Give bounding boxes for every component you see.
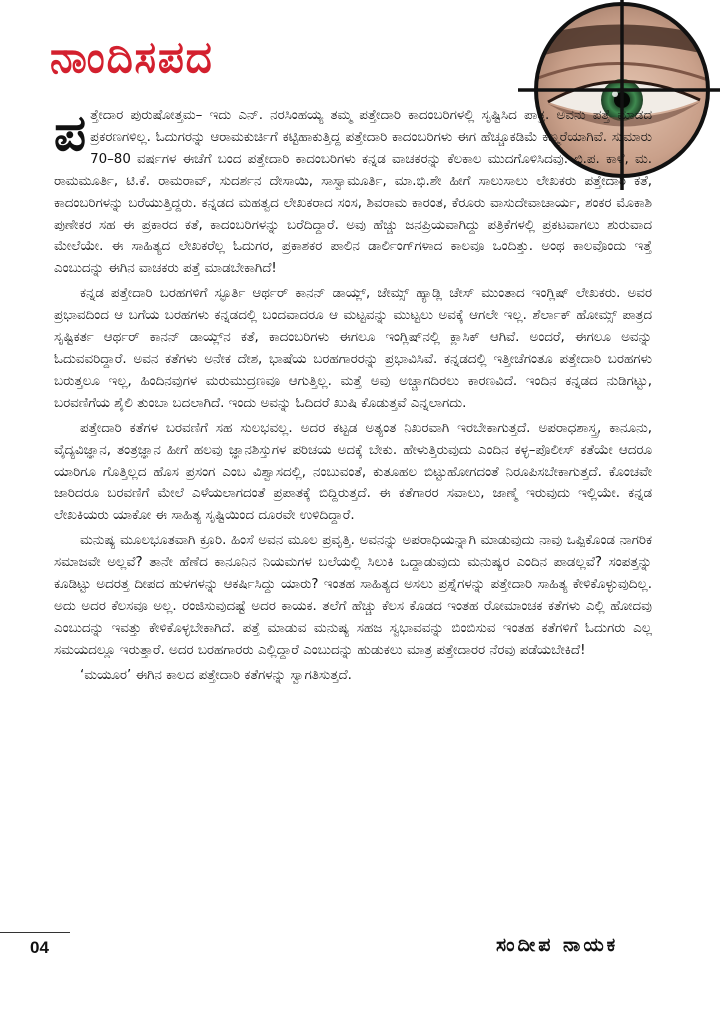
page-title: ನಾಂದಿಸಪದ xyxy=(50,32,214,83)
paragraph-text: ತ್ತೇದಾರ ಪುರುಷೋತ್ತಮ– ಇದು ಎನ್. ನರಸಿಂಹಯ್ಯ ತಮ್ಮ ಪತ್ತೇದಾರಿ ಕಾದಂಬರಿಗಳಲ್ಲಿ ಸೃಷ್ಟಿಸಿದ ಪಾತ್ರ. ಅವನು ಪತ್ತೆ ಮಾಡದ ಪ್ರಕರಣಗಳಿಲ್ಲ. ಓದುಗರನ್ನು ಆರಾಮಕುರ್ಚಿಗೆ ಕಟ್ಟಿಹಾಕುತ್ತಿದ್ದ ಪತ್ತೇದಾರಿ ಕಾದಂಬರಿಗಳು ಈಗ ಹೆಚ್ಚೂಕಡಿಮೆ ಕಣ್ಮರೆಯಾಗಿವೆ. ಸುಮಾರು 70–80 ವರ್ಷಗಳ ಈಚೆಗೆ ಬಂದ ಪತ್ತೇದಾರಿ ಕಾದಂಬರಿಗಳು ಕನ್ನಡ ವಾಚಕರನ್ನು ಕೆಲಕಾಲ ಮುದಗೊಳಿಸಿದವು. ಛಿ.ಪ. ಕಾಳೆ, ಮ. ರಾಮಮೂರ್ತಿ, ಟಿ.ಕೆ. ರಾಮರಾವ್, ಸುದರ್ಶನ ದೇಸಾಯಿ, ಸಾಸ್ವಾಮೂರ್ತಿ, ಮಾ.ಭಿ.ಶೇ ಹೀಗೆ ಸಾಲುಸಾಲು ಲೇಖಕರು ಪತ್ತೇದಾರಿ ಕತೆ, ಕಾದಂಬರಿಗಳನ್ನು ಬರೆಯುತ್ತಿದ್ದರು. ಕನ್ನಡದ ಮಹತ್ವದ ಲೇಖಕರಾದ ಸಂಸ, ಶಿವರಾಮ ಕಾರಂತ, ಕೆರೂರು ವಾಸುದೇವಾಚಾರ್ಯ, ಶಂಕರ ಮೊಕಾಶಿ ಪುಣೇಕರ ಸಹ ಈ ಪ್ರಕಾರದ ಕತೆ, ಕಾದಂಬರಿಗಳನ್ನು ಬರೆದಿದ್ದಾರೆ. ಅವು ಹೆಚ್ಚು ಜನಪ್ರಿಯವಾಗಿದ್ದು ಪತ್ರಿಕೆಗಳಲ್ಲಿ ಪ್ರಕಟವಾಗಲು ಶುರುವಾದ ಮೇಲೆಯೇ. ಈ ಸಾಹಿತ್ಯದ ಲೇಖಕರೆಲ್ಲ ಓದುಗರ, ಪ್ರಕಾಶಕರ ಪಾಲಿನ ಡಾರ್ಲಿಂಗ್‌ಗಳಾದ ಕಾಲವೂ ಒಂದಿತ್ತು. ಅಂಥ ಕಾಲವೊಂದು ಇತ್ತೆ ಎಂಬುದನ್ನು ಈಗಿನ ವಾಚಕರು ಪತ್ತೆ ಮಾಡಬೇಕಾಗಿದೆ! xyxy=(54,108,652,277)
footer-divider xyxy=(0,932,70,933)
article-paragraph xyxy=(54,105,652,280)
article-paragraph: ಕನ್ನಡ ಪತ್ತೇದಾರಿ ಬರಹಗಳಿಗೆ ಸ್ಫೂರ್ತಿ ಆರ್ಥರ್ ಕಾನನ್ ಡಾಯ್ಲ್, ಜೇಮ್ಸ್ ಹ್ಯಾಡ್ಲಿ ಚೇಸ್ ಮುಂತಾದ ಇಂಗ್ಲಿಷ್ ಲೇಖಕರು. ಅವರ ಪ್ರಭಾವದಿಂದ ಆ ಬಗೆಯ ಬರಹಗಳು ಕನ್ನಡದಲ್ಲಿ ಬಂದವಾದರೂ ಆ ಮಟ್ಟವನ್ನು ಮುಟ್ಟಲು ಅವಕ್ಕೆ ಆಗಲೇ ಇಲ್ಲ. ಶೆರ್ಲಾಕ್ ಹೋಮ್ಸ್ ಪಾತ್ರದ ಸೃಷ್ಟಿಕರ್ತ ಆರ್ಥರ್ ಕಾನನ್ ಡಾಯ್ಲ್‌ನ ಕತೆ, ಕಾದಂಬರಿಗಳು ಈಗಲೂ ಇಂಗ್ಲಿಷ್‌ನಲ್ಲಿ ಕ್ಲಾಸಿಕ್ ಆಗಿವೆ. ಅಂದರೆ, ಈಗಲೂ ಅವನ್ನು ಓದುವವರಿದ್ದಾರೆ. ಅವನ ಕತೆಗಳು ಅನೇಕ ದೇಶ, ಭಾಷೆಯ ಬರಹಗಾರರನ್ನು ಪ್ರಭಾವಿಸಿವೆ. ಕನ್ನಡದಲ್ಲಿ ಇತ್ತೀಚೆಗಂತೂ ಪತ್ತೇದಾರಿ ಬರಹಗಳು ಬರುತ್ತಲೂ ಇಲ್ಲ, ಹಿಂದಿನವುಗಳ ಮರುಮುದ್ರಣವೂ ಆಗುತ್ತಿಲ್ಲ. ಮತ್ತೆ ಅವು ಅಚ್ಚಾಗದಿರಲು ಕಾರಣವಿದೆ. ಇಂದಿನ ಕನ್ನಡದ ನುಡಿಗಟ್ಟು, ಬರವಣಿಗೆಯ ಶೈಲಿ ತುಂಬಾ ಬದಲಾಗಿದೆ. ಇಂದು ಅವನ್ನು ಓದಿದರೆ ಖುಷಿ ಕೊಡುತ್ತವೆ ಎನ್ನಲಾಗದು. xyxy=(54,286,652,411)
editorial-article xyxy=(54,105,652,935)
drop-cap: ಪ xyxy=(54,105,87,162)
author-signature: ಸಂದೀಪ ನಾಯಕ xyxy=(496,934,619,956)
article-paragraph: ಮನುಷ್ಯ ಮೂಲಭೂತವಾಗಿ ಕ್ರೂರಿ. ಹಿಂಸೆ ಅವನ ಮೂಲ ಪ್ರವೃತ್ತಿ. ಅವನನ್ನು ಅಪರಾಧಿಯನ್ನಾಗಿ ಮಾಡುವುದು ನಾವು ಒಪ್ಪಿಕೊಂಡ ನಾಗರಿಕ ಸಮಾಜವೇ ಅಲ್ಲವೆ? ತಾನೇ ಹೆಣೆದ ಕಾನೂನಿನ ನಿಯಮಗಳ ಬಲೆಯಲ್ಲಿ ಸಿಲುಕಿ ಒದ್ದಾಡುವುದು ಮನುಷ್ಯರ ಎಂದಿನ ಪಾಡಲ್ಲವೆ? ಸಂಪತ್ತನ್ನು ಕೂಡಿಟ್ಟು ಅದರತ್ತ ದೀಪದ ಹುಳಗಳನ್ನು ಆಕರ್ಷಿಸಿದ್ದು ಯಾರು? ಇಂತಹ ಸಾಹಿತ್ಯದ ಅಸಲು ಪ್ರಶ್ನೆಗಳನ್ನು ಪತ್ತೇದಾರಿ ಸಾಹಿತ್ಯ ಕೇಳಿಕೊಳ್ಳುವುದಿಲ್ಲ. ಅದು ಅದರ ಕೆಲಸವೂ ಅಲ್ಲ. ರಂಜಿಸುವುದಷ್ಟೆ ಅದರ ಕಾಯಕ. ತಲೆಗೆ ಹೆಚ್ಚು ಕೆಲಸ ಕೊಡದ ಇಂತಹ ರೋಮಾಂಚಕ ಕತೆಗಳು ಎಲ್ಲಿ ಹೋದವು ಎಂಬುದನ್ನು ಇವತ್ತು ಕೇಳಿಕೊಳ್ಳಬೇಕಾಗಿದೆ. ಪತ್ತೆ ಮಾಡುವ ಮನುಷ್ಯ ಸಹಜ ಸ್ವಭಾವವನ್ನು ಬಿಂಬಿಸುವ ಇಂತಹ ಕತೆಗಳಿಗೆ ಓದುಗರು ಎಲ್ಲ ಸಮಯದಲ್ಲೂ ಇರುತ್ತಾರೆ. ಅದರ ಬರಹಗಾರರು ಎಲ್ಲಿದ್ದಾರೆ ಎಂಬುದನ್ನು ಹುಡುಕಲು ಮಾತ್ರ ಪತ್ತೇದಾರರ ನೆರವು ಪಡೆಯಬೇಕಿದೆ! xyxy=(54,533,652,658)
page-number: 04 xyxy=(30,938,49,957)
article-paragraph: ‘ಮಯೂರ’ ಈಗಿನ ಕಾಲದ ಪತ್ತೇದಾರಿ ಕತೆಗಳನ್ನು ಸ್ವಾಗತಿಸುತ್ತದೆ. xyxy=(80,667,352,683)
article-paragraph: ಪತ್ತೇದಾರಿ ಕತೆಗಳ ಬರವಣಿಗೆ ಸಹ ಸುಲಭವಲ್ಲ. ಅದರ ಕಟ್ಟಡ ಅತ್ಯಂತ ನಿಖರವಾಗಿ ಇರಬೇಕಾಗುತ್ತದೆ. ಅಪರಾಧಶಾಸ್ತ್ರ, ಕಾನೂನು, ವೈದ್ಯವಿಜ್ಞಾನ, ತಂತ್ರಜ್ಞಾನ ಹೀಗೆ ಹಲವು ಜ್ಞಾನಶಿಸ್ತುಗಳ ಪರಿಚಯ ಅದಕ್ಕೆ ಬೇಕು. ಹೇಳುತ್ತಿರುವುದು ಎಂದಿನ ಕಳ್ಳ–ಪೊಲೀಸ್ ಕತೆಯೇ ಆದರೂ ಯಾರಿಗೂ ಗೊತ್ತಿಲ್ಲದ ಹೊಸ ಪ್ರಸಂಗ ಎಂಬ ವಿಶ್ವಾಸದಲ್ಲಿ, ನಂಬುವಂತೆ, ಕುತೂಹಲ ಬಿಟ್ಟುಹೋಗದಂತೆ ನಿರೂಪಿಸಬೇಕಾಗುತ್ತದೆ. ಕೊಂಚವೇ ಜಾರಿದರೂ ಬರವಣಿಗೆ ಮೇಲೆ ಎಳೆಯಲಾಗದಂತೆ ಪ್ರಪಾತಕ್ಕೆ ಬಿದ್ದಿರುತ್ತದೆ. ಈ ಕತೆಗಾರರ ಸವಾಲು, ಜಾಣ್ಮೆ ಇರುವುದು ಇಲ್ಲಿಯೇ. ಕನ್ನಡ ಲೇಖಕಿಯರು ಯಾಕೋ ಈ ಸಾಹಿತ್ಯ ಸೃಷ್ಟಿಯಿಂದ ದೂರವೇ ಉಳಿದಿದ್ದಾರೆ. xyxy=(54,420,652,524)
